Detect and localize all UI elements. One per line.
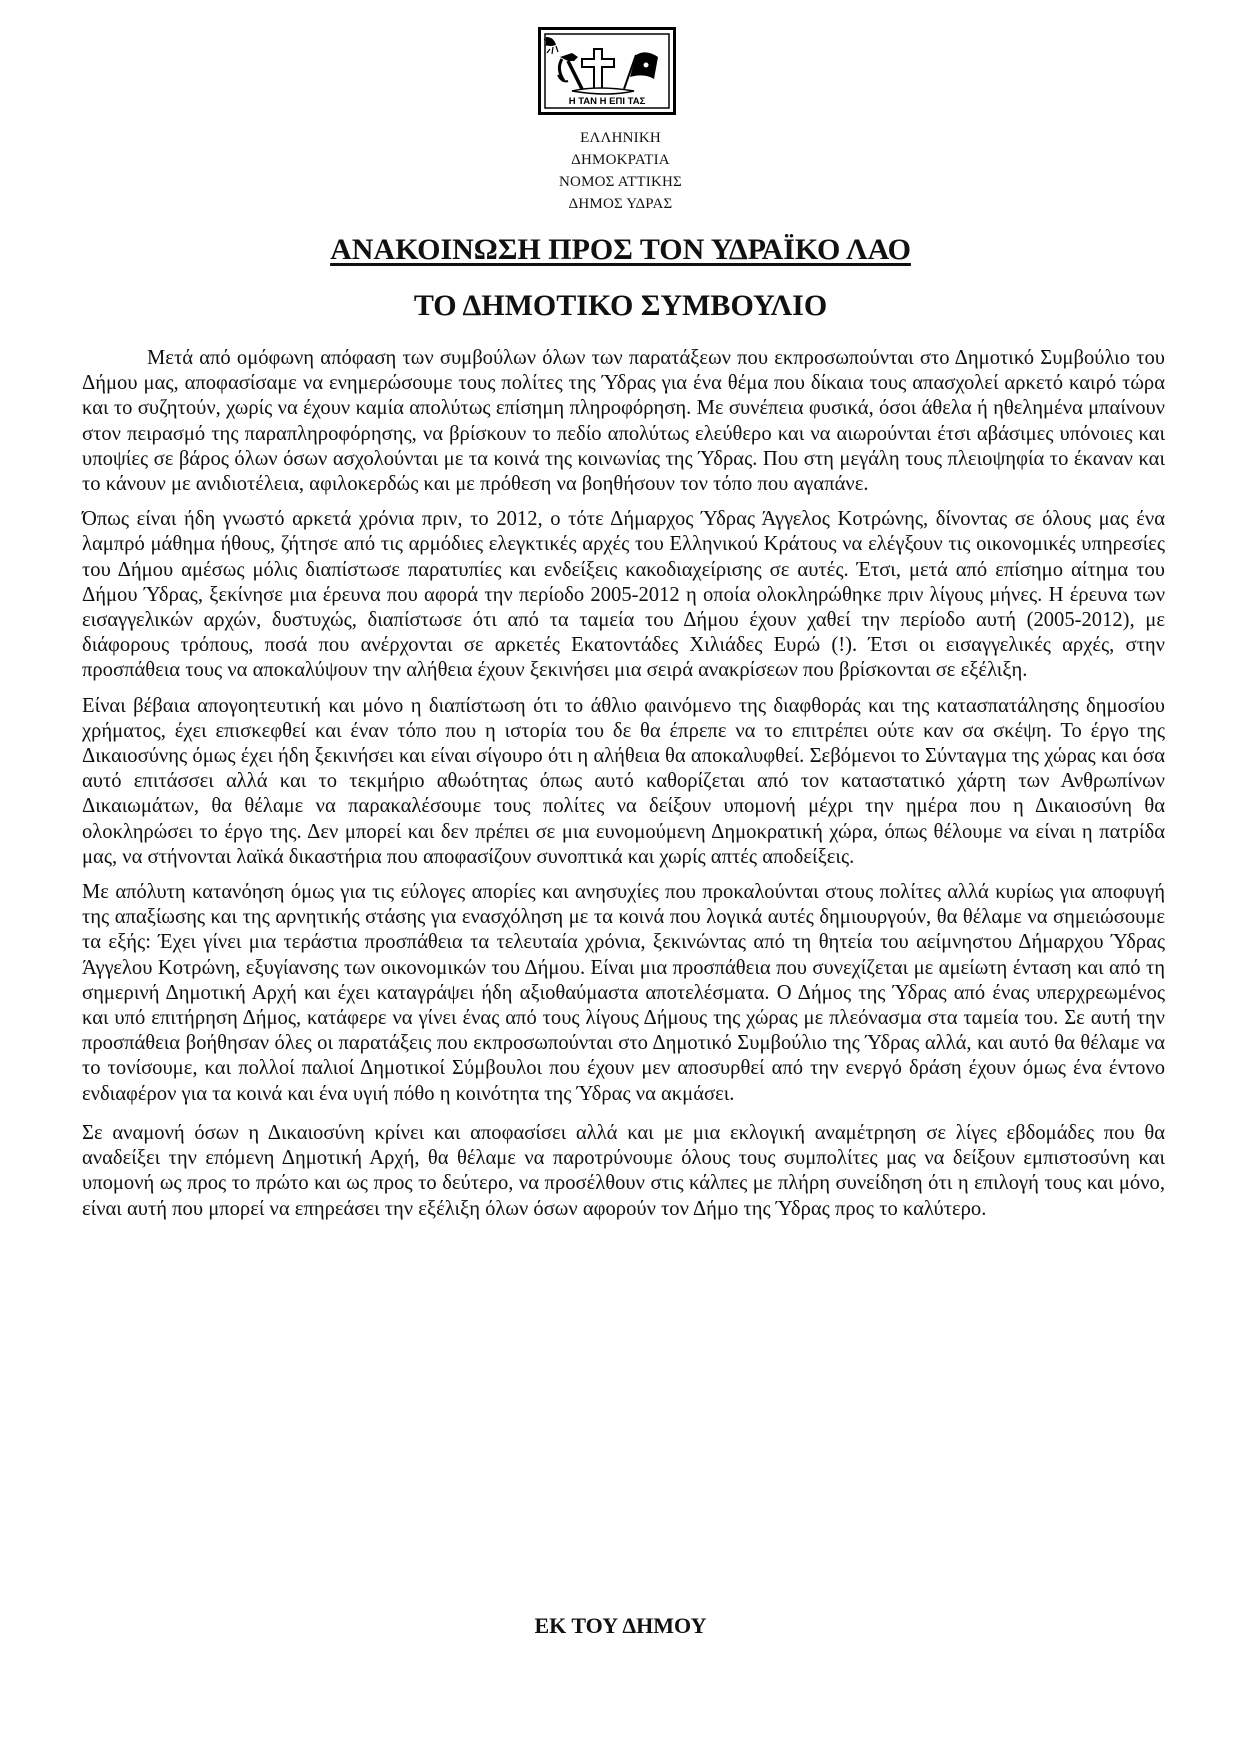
- document-subtitle: ΤΟ ΔΗΜΟΤΙΚΟ ΣΥΜΒΟΥΛΙΟ: [413, 289, 828, 322]
- paragraph-4: Με απόλυτη κατανόηση όμως για τις εύλογες απορίες και ανησυχίες που προκαλούνται στους πολίτες αλλά κυρίως για αποφυγή της απαξίωσης και της αρνητικής στάσης για ενασχόληση με τα κοινά που λογικά αυτές δημιουργούν, θα θέλαμε να σημειώσουμε τα εξής: Έχει γίνει μια τεράστια προσπάθεια τα τελευταία χρόνια, ξεκινώντας από τη θητεία του αείμνηστου Δήμαρχου Ύδρας Άγγελου Κοτρώνη, εξυγίανσης των οικονομικών του Δήμου. Είναι μια προσπάθεια που συνεχίζεται με αμείωτη ένταση και από τη σημερινή Δημοτική Αρχή και έχει καταγράψει ήδη αξιοθαύμαστα αποτελέσματα. Ο Δήμος της Ύδρας από ένας υπερχρεωμένος και υπό επιτήρηση Δήμος, κατάφερε να γίνει ένας από τους λίγους Δήμους της χώρας με πλεόνασμα στα ταμεία του. Σε αυτή την προσπάθεια βοήθησαν όλες οι παρατάξεις που εκπροσωπούνται στο Δημοτικό Συμβούλιο της Ύδρας αλλά, και αυτό θα θέλαμε να το τονίσουμε, και πολλοί παλιοί Δημοτικοί Σύμβουλοι που έχουν μεν αποσυρθεί από την ενεργό δράση έχουν όμως ένα έντονο ενδιαφέρον για τα κοινά και ένα υγιή πόθο η κοινότητα της Ύδρας να ακμάσει.: [82, 881, 1165, 1105]
- document-body: [82, 346, 1165, 1232]
- header-line-republic: ΔΗΜΟΚΡΑΤΙΑ: [571, 152, 670, 168]
- signature: ΕΚ ΤΟΥ ΔΗΜΟΥ: [534, 1613, 707, 1638]
- issuer-header: [0, 127, 1241, 215]
- header-line-municipality: ΔΗΜΟΣ ΥΔΡΑΣ: [568, 196, 673, 212]
- paragraph-2: Όπως είναι ήδη γνωστό αρκετά χρόνια πριν, το 2012, ο τότε Δήμαρχος Ύδρας Άγγελος Κοτρώνης, δίνοντας σε όλους μας ένα λαμπρό μάθημα ήθους, ζήτησε από τις αρμόδιες ελεγκτικές αρχές του Ελληνικού Κράτους να ελέγξουν τις οικονομικές υπηρεσίες του Δήμου αμέσως μόλις διαπίστωσε παρατυπίες και ενδείξεις κακοδιαχείρισης σε αυτές. Έτσι, μετά από επίσημο αίτημα του Δήμου Ύδρας, ξεκίνησε μια έρευνα που αφορά την περίοδο 2005-2012 η οποία ολοκληρώθηκε πριν λίγους μήνες. Η έρευνα των εισαγγελικών αρχών, δυστυχώς, διαπίστωσε ότι από τα ταμεία του Δήμου έχουν χαθεί την περίοδο αυτή (2005-2012), με διάφορους τρόπους, ποσά που ανέρχονται σε αρκετές Εκατοντάδες Χιλιάδες Ευρώ (!). Έτσι οι εισαγγελικές αρχές, στην προσπάθεια τους να αποκαλύψουν την αλήθεια έχουν ξεκινήσει μια σειρά ανακρίσεων που βρίσκονται σε εξέλιξη.: [82, 508, 1165, 682]
- paragraph-5: Σε αναμονή όσων η Δικαιοσύνη κρίνει και αποφασίσει αλλά και με μια εκλογική αναμέτρηση σε λίγες εβδομάδες που θα αναδείξει την επόμενη Δημοτική Αρχή, θα θέλαμε να παροτρύνουμε όλους τους συμπολίτες μας να δείξουν εμπιστοσύνη και υπομονή ως προς το πρώτο και ως προς το δεύτερο, να προσέλθουν στις κάλπες με πλήρη συνείδηση ότι η επιλογή τους και μόνο, είναι αυτή που μπορεί να επηρεάσει την εξέλιξη όλων όσων αφορούν τον Δήμο της Ύδρας προς το καλύτερο.: [82, 1121, 1165, 1220]
- emblem-motto: Η ΤΑΝ Η ΕΠΙ ΤΑΣ: [568, 96, 646, 107]
- document-title: [0, 232, 1241, 268]
- document-title-text: ΑΝΑΚΟΙΝΩΣΗ ΠΡΟΣ ΤΟΝ ΥΔΡΑΪΚΟ ΛΑΟ: [330, 233, 911, 266]
- header-line-country: ΕΛΛΗΝΙΚΗ: [580, 130, 661, 146]
- header-line-prefecture: ΝΟΜΟΣ ΑΤΤΙΚΗΣ: [559, 174, 682, 190]
- paragraph-1: Μετά από ομόφωνη απόφαση των συμβούλων όλων των παρατάξεων που εκπροσωπούνται στο Δημοτικό Συμβούλιο του Δήμου μας, αποφασίσαμε να ενημερώσουμε τους πολίτες της Ύδρας για ένα θέμα που δίκαια τους απασχολεί αρκετό καιρό τώρα και το συζητούν, χωρίς να έχουν καμία απολύτως επίσημη πληροφόρηση. Με συνέπεια φυσικά, όσοι άθελα ή ηθελημένα μπαίνουν στον πειρασμό της παραπληροφόρησης, να βρίσκουν το πεδίο απολύτως ελεύθερο και να αιωρούνται έτσι αβάσιμες υπόνοιες και υποψίες σε βάρος όλων όσων ασχολούνται με τα κοινά της κοινωνίας της Ύδρας. Που στη μεγάλη τους πλειοψηφία το έκαναν και το κάνουν με ανιδιοτέλεια, αφιλοκερδώς και με πρόθεση να βοηθήσουν τον τόπο που αγαπάνε.: [82, 347, 1165, 496]
- paragraph-3: Είναι βέβαια απογοητευτική και μόνο η διαπίστωση ότι το άθλιο φαινόμενο της διαφθοράς και της κατασπατάλησης δημοσίου χρήματος, έχει επισκεφθεί και έναν τόπο που η ιστορία του δε θα έπρεπε να το επιτρέπει ούτε καν σα σκέψη. Το έργο της Δικαιοσύνης όμως έχει ήδη ξεκινήσει και είναι σίγουρο ότι η αλήθεια θα αποκαλυφθεί. Σεβόμενοι το Σύνταγμα της χώρας και όσα αυτό επιτάσσει αλλά και το τεκμήριο αθωότητας όπως αυτό καθορίζεται από τον καταστατικό χάρτη των Ανθρωπίνων Δικαιωμάτων, θα θέλαμε να παρακαλέσουμε τους πολίτες να δείξουν υπομονή μέχρι την ημέρα που η Δικαιοσύνη θα ολοκληρώσει το έργο της. Δεν μπορεί και δεν πρέπει σε μια ευνομούμενη Δημοκρατική χώρα, όπως θέλουμε να είναι η πατρίδα μας, να στήνονται λαϊκά δικαστήρια που αποφασίζουν συνοπτικά και χωρίς απτές αποδείξεις.: [82, 694, 1165, 868]
- municipality-emblem-icon: [538, 27, 676, 115]
